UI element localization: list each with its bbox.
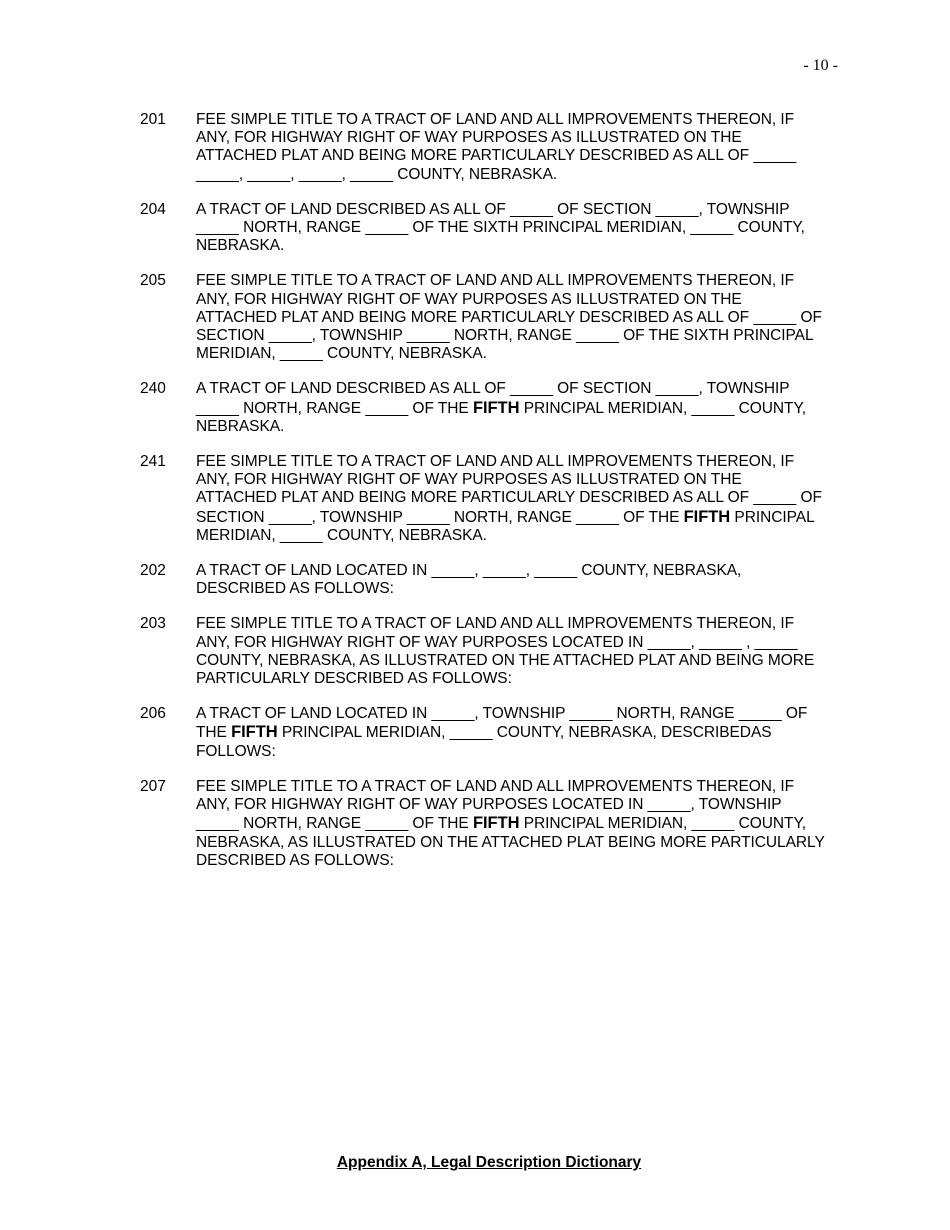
footer-title: Appendix A, Legal Description Dictionary bbox=[336, 1154, 642, 1171]
legal-description-entry bbox=[140, 615, 850, 688]
entry-text bbox=[196, 778, 848, 870]
bold-term: FIFTH bbox=[683, 507, 731, 526]
page-footer bbox=[0, 1154, 950, 1172]
entry-text-line: DESCRIBED AS FOLLOWS: bbox=[196, 580, 394, 598]
entry-text-line: ANY, FOR HIGHWAY RIGHT OF WAY PURPOSES AS ILLUSTRATED ON THE bbox=[196, 290, 742, 308]
bold-term: FIFTH bbox=[472, 814, 520, 833]
entry-text-line: COUNTY, NEBRASKA, AS ILLUSTRATED ON THE ATTACHED PLAT AND BEING MORE bbox=[196, 651, 815, 669]
entry-text-line: PARTICULARLY DESCRIBED AS FOLLOWS: bbox=[196, 670, 512, 688]
entry-code: 201 bbox=[140, 111, 166, 128]
page-number: - 10 - bbox=[803, 57, 838, 74]
entry-text-line: NEBRASKA. bbox=[196, 237, 285, 255]
entry-text-line: ATTACHED PLAT AND BEING MORE PARTICULARLY DESCRIBED AS ALL OF _____ bbox=[196, 147, 797, 165]
entry-code: 240 bbox=[140, 380, 166, 398]
entry-text-line: FEE SIMPLE TITLE TO A TRACT OF LAND AND ALL IMPROVEMENTS THEREON, IF bbox=[196, 777, 795, 795]
entry-text bbox=[196, 111, 848, 184]
entry-code: 204 bbox=[140, 200, 166, 218]
entry-text-line: _____ NORTH, RANGE _____ OF THE FIFTH PRINCIPAL MERIDIAN, _____ COUNTY, bbox=[196, 814, 807, 833]
entry-text-line: ANY, FOR HIGHWAY RIGHT OF WAY PURPOSES LOCATED IN _____, TOWNSHIP bbox=[196, 796, 782, 814]
entry-text-line: SECTION _____, TOWNSHIP _____ NORTH, RANGE _____ OF THE FIFTH PRINCIPAL bbox=[196, 507, 815, 526]
entry-text bbox=[196, 453, 848, 545]
entry-text-line: FEE SIMPLE TITLE TO A TRACT OF LAND AND ALL IMPROVEMENTS THEREON, IF bbox=[196, 453, 795, 471]
entry-text-line: SECTION _____, TOWNSHIP _____ NORTH, RANGE _____ OF THE SIXTH PRINCIPAL bbox=[196, 327, 814, 345]
entry-text-line: A TRACT OF LAND DESCRIBED AS ALL OF _____ OF SECTION _____, TOWNSHIP bbox=[196, 380, 790, 398]
entry-text-line: _____ NORTH, RANGE _____ OF THE SIXTH PRINCIPAL MERIDIAN, _____ COUNTY, bbox=[196, 219, 805, 237]
entry-text-line: DESCRIBED AS FOLLOWS: bbox=[196, 851, 394, 869]
entry-text-line: THE FIFTH PRINCIPAL MERIDIAN, _____ COUNTY, NEBRASKA, DESCRIBEDAS bbox=[196, 723, 772, 742]
legal-description-entry bbox=[140, 272, 850, 363]
entry-code: 202 bbox=[140, 562, 166, 580]
entry-code: 241 bbox=[140, 453, 166, 471]
entry-text bbox=[196, 705, 848, 761]
entry-text bbox=[196, 562, 848, 598]
entry-code: 206 bbox=[140, 705, 166, 723]
legal-description-entry bbox=[140, 111, 850, 184]
entry-text bbox=[196, 201, 848, 256]
legal-description-entry bbox=[140, 562, 850, 598]
entry-text-line: NEBRASKA, AS ILLUSTRATED ON THE ATTACHED PLAT BEING MORE PARTICULARLY bbox=[196, 833, 825, 851]
entry-text-line: A TRACT OF LAND DESCRIBED AS ALL OF _____ OF SECTION _____, TOWNSHIP bbox=[196, 200, 790, 218]
entry-text-line: MERIDIAN, _____ COUNTY, NEBRASKA. bbox=[196, 526, 487, 544]
entry-text-line: ANY, FOR HIGHWAY RIGHT OF WAY PURPOSES AS ILLUSTRATED ON THE bbox=[196, 471, 742, 489]
entry-text-line: ANY, FOR HIGHWAY RIGHT OF WAY PURPOSES AS ILLUSTRATED ON THE bbox=[196, 129, 742, 147]
entry-text-line: ATTACHED PLAT AND BEING MORE PARTICULARLY DESCRIBED AS ALL OF _____ OF bbox=[196, 308, 822, 326]
legal-description-entry bbox=[140, 380, 850, 436]
entry-text-line: FOLLOWS: bbox=[196, 742, 276, 760]
entry-text-line: A TRACT OF LAND LOCATED IN _____, _____, _____ COUNTY, NEBRASKA, bbox=[196, 562, 742, 580]
entry-code: 207 bbox=[140, 777, 166, 795]
legal-description-entry bbox=[140, 778, 850, 870]
entry-text bbox=[196, 615, 848, 688]
entry-text-line: MERIDIAN, _____ COUNTY, NEBRASKA. bbox=[196, 345, 487, 363]
entry-text-line: NEBRASKA. bbox=[196, 417, 285, 435]
entry-text-line: _____ NORTH, RANGE _____ OF THE FIFTH PRINCIPAL MERIDIAN, _____ COUNTY, bbox=[196, 398, 807, 417]
legal-description-entry bbox=[140, 705, 850, 761]
entry-text-line: FEE SIMPLE TITLE TO A TRACT OF LAND AND ALL IMPROVEMENTS THEREON, IF bbox=[196, 111, 795, 128]
legal-description-entry bbox=[140, 453, 850, 545]
entry-text bbox=[196, 272, 848, 363]
entry-text-line: FEE SIMPLE TITLE TO A TRACT OF LAND AND ALL IMPROVEMENTS THEREON, IF bbox=[196, 272, 795, 290]
entry-code: 205 bbox=[140, 272, 166, 290]
legal-description-list bbox=[140, 111, 850, 887]
bold-term: FIFTH bbox=[472, 398, 520, 417]
entry-text-line: ANY, FOR HIGHWAY RIGHT OF WAY PURPOSES LOCATED IN _____, _____ , _____ bbox=[196, 633, 798, 651]
legal-description-entry bbox=[140, 201, 850, 256]
bold-term: FIFTH bbox=[231, 723, 278, 742]
entry-text-line: ATTACHED PLAT AND BEING MORE PARTICULARLY DESCRIBED AS ALL OF _____ OF bbox=[196, 489, 822, 507]
entry-code: 203 bbox=[140, 615, 166, 633]
entry-text bbox=[196, 380, 848, 436]
entry-text-line: _____, _____, _____, _____ COUNTY, NEBRASKA. bbox=[196, 165, 558, 183]
entry-text-line: A TRACT OF LAND LOCATED IN _____, TOWNSHIP _____ NORTH, RANGE _____ OF bbox=[196, 705, 808, 723]
entry-text-line: FEE SIMPLE TITLE TO A TRACT OF LAND AND ALL IMPROVEMENTS THEREON, IF bbox=[196, 615, 795, 633]
